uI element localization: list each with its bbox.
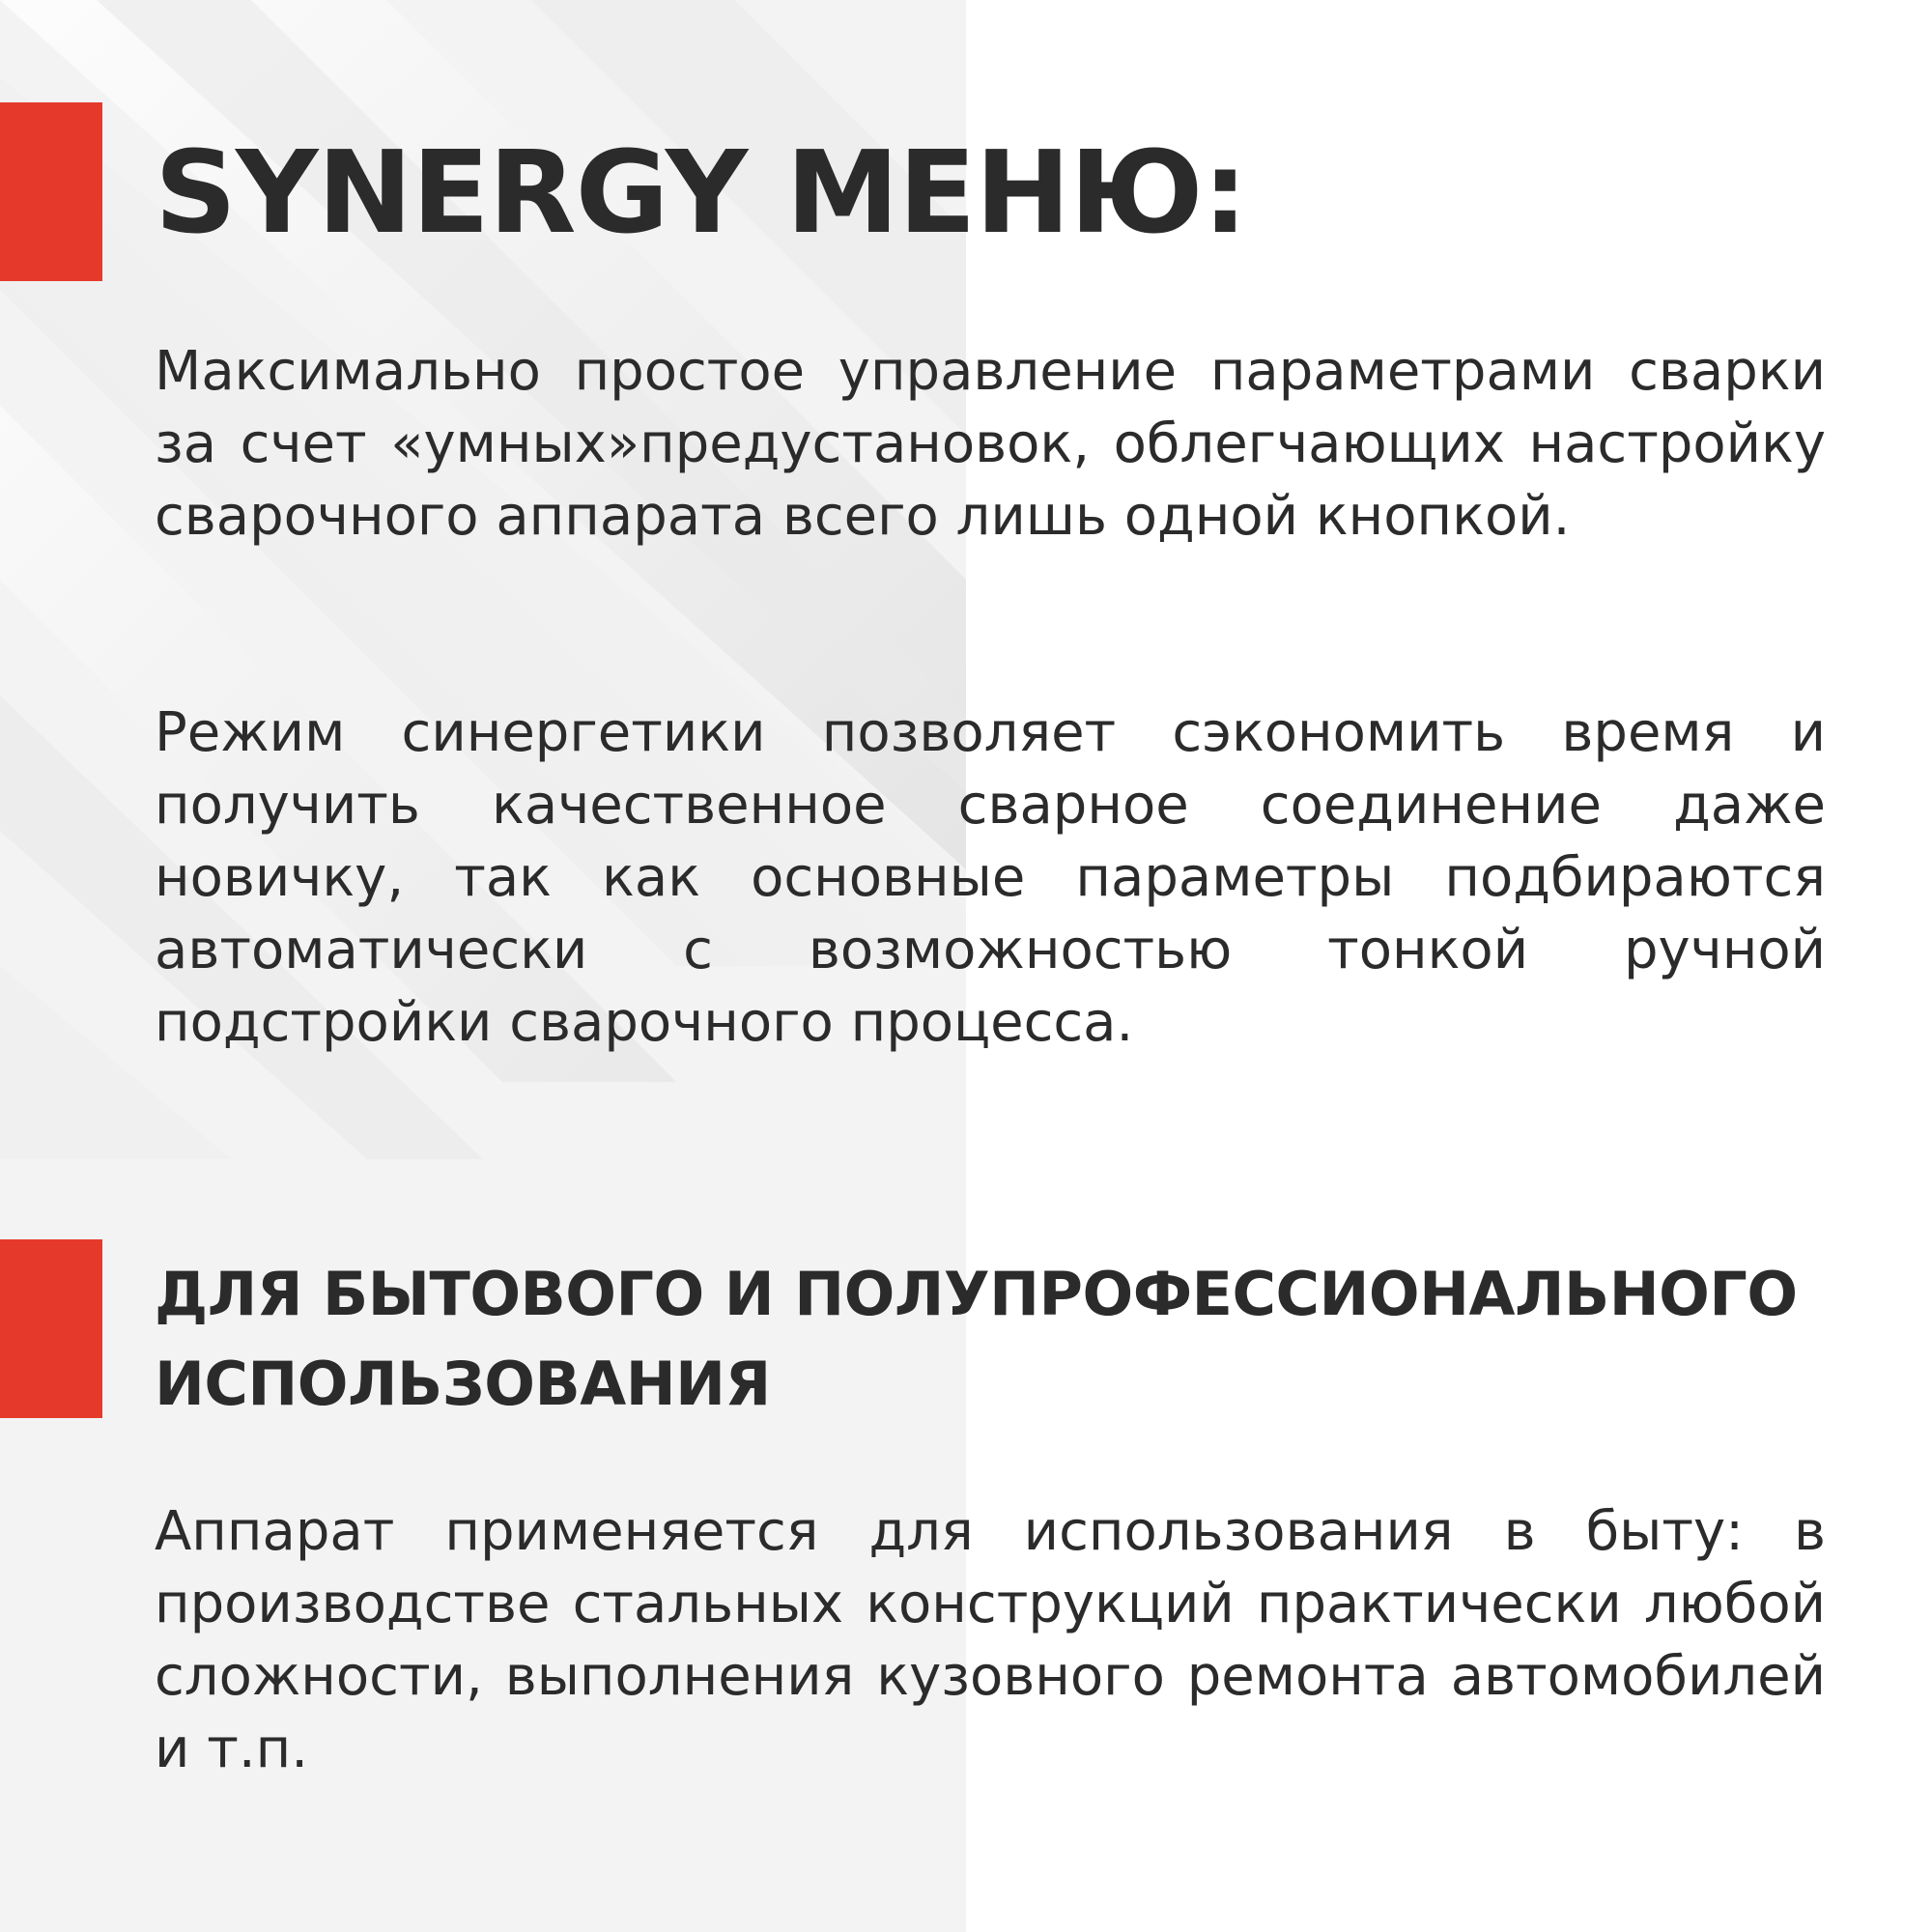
usage-paragraph: Аппарат применяется для использования в быту: в производстве стальных конструкций практически любой сложности, выполнения кузовного ремонта автомобилей и т.п. <box>155 1500 1826 1780</box>
synergy-paragraph-1: Максимально простое управление параметрами сварки за счет «умных»предустановок, облегчающих настройку сварочного аппарата всего лишь одной кнопкой. <box>155 340 1826 548</box>
synergy-title: SYNERGY МЕНЮ: <box>155 126 1247 259</box>
accent-bar-usage <box>0 1239 102 1418</box>
synergy-paragraph-2: Режим синергетики позволяет сэкономить время и получить качественное сварное соединение даже новичку, так как основные параметры подбираются автоматически с возможностью тонкой ручной подстройки сварочного процесса. <box>155 701 1826 1054</box>
accent-bar-synergy <box>0 102 102 281</box>
usage-title: ДЛЯ БЫТОВОГО И ПОЛУПРОФЕССИОНАЛЬНОГО ИСПОЛЬЗОВАНИЯ <box>155 1259 1798 1419</box>
